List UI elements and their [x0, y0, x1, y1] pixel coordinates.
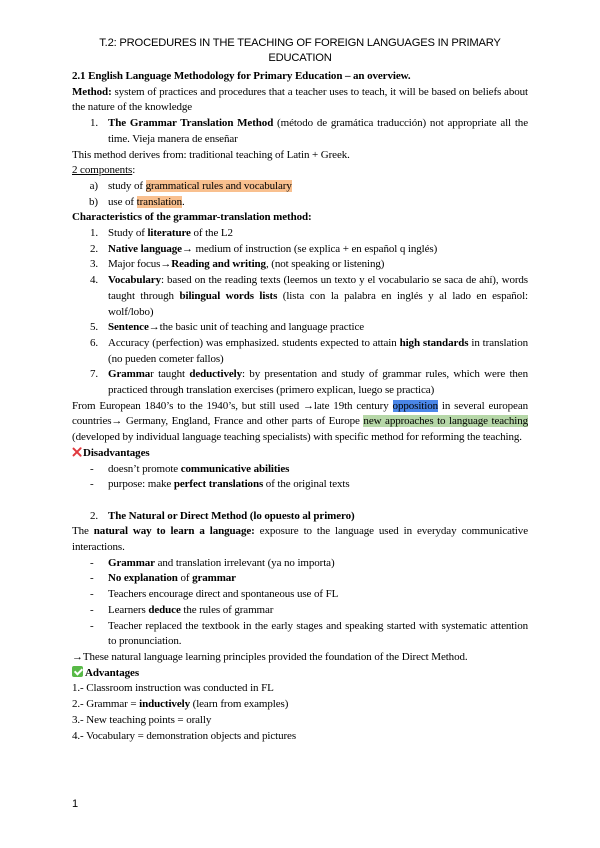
list-item: - Learners deduce the rules of grammar	[90, 603, 274, 616]
list-item: - purpose: make perfect translations of the original texts	[90, 478, 350, 491]
page-number: 1	[72, 798, 79, 810]
direct-points-list	[72, 556, 528, 650]
disadvantages-list	[72, 462, 528, 493]
advantage-item: 2.- Grammar = inductively (learn from examples)	[72, 698, 289, 711]
list-item: - doesn’t promote communicative abilities	[90, 462, 290, 475]
list-item: 6. Accuracy (perfection) was emphasized. students expected to attain high standards in translation (no pueden cometer fallos)	[89, 336, 529, 365]
cross-mark-icon	[72, 447, 82, 457]
list-item: - Teacher replaced the textbook in the early stages and speaking started with systematic attention to pronunciation.	[90, 619, 528, 648]
history-paragraph: From European 1840’s to the 1940’s, but still used →late 19th century opposition in several european countries→ Germany, England, France and other parts of Europe new approaches to language teaching (developed by individual language teaching specialists) with specific method for reforming the teaching.	[72, 399, 529, 444]
direct-name: The Natural or Direct Method (lo opuesto al primero)	[108, 509, 355, 522]
page-title: T.2: PROCEDURES IN THE TEACHING OF FOREIGN LANGUAGES IN PRIMARY EDUCATION	[99, 37, 501, 64]
method-list-2	[72, 509, 528, 525]
gtm-name: The Grammar Translation Method	[108, 117, 274, 130]
advantage-item: 1.- Classroom instruction was conducted in FL	[72, 682, 274, 695]
highlight: translation	[136, 195, 182, 208]
advantage-item: 4.- Vocabulary = demonstration objects and pictures	[72, 729, 297, 742]
list-item: - No explanation of grammar	[90, 572, 236, 585]
list-item: 1. Study of literature of the L2	[89, 227, 233, 240]
list-item: b) use of translation.	[89, 195, 185, 208]
method-term: Method:	[72, 85, 112, 98]
components-label-line: 2 components:	[72, 164, 136, 177]
method-list-1	[72, 116, 528, 147]
highlight: opposition	[392, 399, 438, 412]
highlight: new approaches to language teaching	[363, 415, 528, 428]
list-item: 3. Major focus→Reading and writing, (not speaking or listening)	[89, 258, 385, 271]
document-page	[72, 36, 528, 744]
list-item: a) study of grammatical rules and vocabulary	[89, 179, 292, 192]
list-item: 5. Sentence→the basic unit of teaching and language practice	[89, 321, 365, 334]
direct-intro: The natural way to learn a language: exposure to the language used in everyday communicative interactions.	[72, 525, 528, 554]
list-item: 2. Native language→ medium of instruction (se explica + en español q inglés)	[89, 242, 438, 255]
highlight: grammatical rules and vocabulary	[145, 179, 292, 192]
list-item: 7. Grammar taught deductively: by presentation and study of grammar rules, which were then practiced through translation exercises (primero explican, luego se practica)	[89, 368, 528, 397]
spacer	[72, 493, 528, 509]
check-mark-icon	[72, 666, 83, 677]
disadvantages-heading: Disadvantages	[72, 446, 528, 462]
advantages-heading: Advantages	[72, 666, 528, 682]
list-item: 4. Vocabulary: based on the reading texts (leemos un texto y el vocabulario se saca de ahí), words taught through bilingual words lists (lista con la palabra en inglés y al lado en español: wolf/lobo)	[89, 274, 528, 318]
gtm-derives: This method derives from: traditional teaching of Latin + Greek.	[72, 148, 350, 161]
characteristics-heading: Characteristics of the grammar-translation method:	[72, 211, 312, 224]
list-item: - Teachers encourage direct and spontaneous use of FL	[90, 588, 339, 601]
components-list	[72, 179, 528, 210]
section-heading-2-1: 2.1 English Language Methodology for Primary Education – an overview.	[72, 70, 411, 82]
direct-conclusion: →These natural language learning principles provided the foundation of the Direct Method.	[72, 651, 468, 663]
characteristics-list	[72, 226, 528, 399]
advantage-item: 3.- New teaching points = orally	[72, 713, 212, 726]
list-item: - Grammar and translation irrelevant (ya no importa)	[90, 556, 335, 569]
direct-heading-item: 2. The Natural or Direct Method (lo opuesto al primero)	[89, 509, 355, 522]
gtm-heading-item: 1. The Grammar Translation Method (método de gramática traducción) not appropriate all the time. Vieja manera de enseñar	[89, 117, 528, 145]
method-definition: Method: system of practices and procedures that a teacher uses to teach, it will be based on beliefs about the nature of the knowledge	[72, 85, 528, 114]
